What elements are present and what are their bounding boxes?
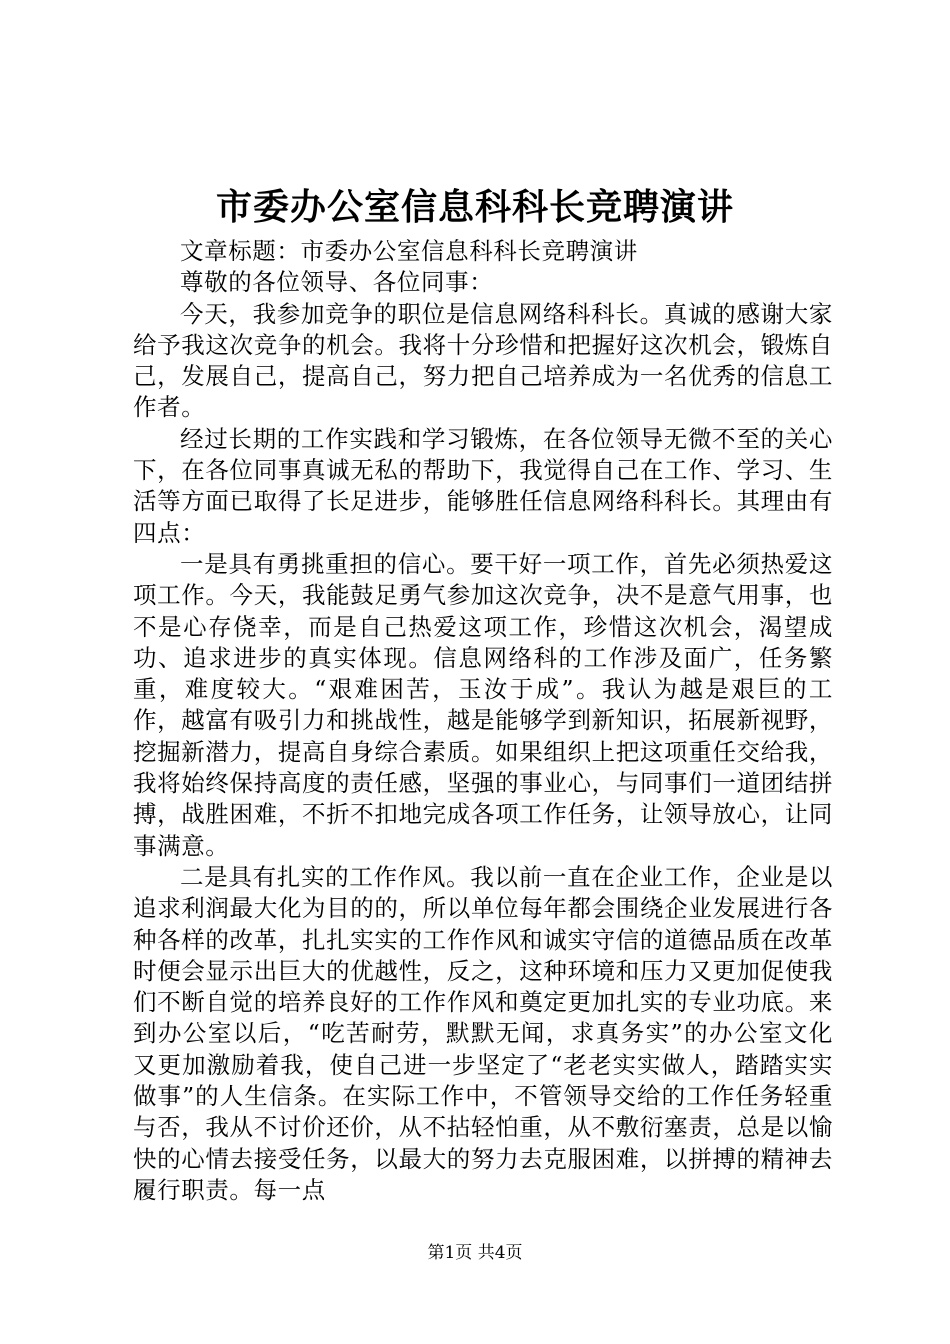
paragraph-point-two: 二是具有扎实的工作作风。我以前一直在企业工作，企业是以追求利润最大化为目的的，所以单位每年都会围绕企业发展进行各种各样的改革，扎扎实实的工作作风和诚实守信的道德品质在改革时便会显示出巨大的优越性，反之，这种环境和压力又更加促使我们不断自觉的培养良好的工作作风和奠定更加扎实的专业功底。来到办公室以后，“吃苦耐劳，默默无闻，求真务实”的办公室文化又更加激励着我，使自己进一步坚定了“老老实实做人，踏踏实实做事”的人生信条。在实际工作中，不管领导交给的工作任务轻重与否，我从不讨价还价，从不拈轻怕重，从不敷衍塞责，总是以愉快的心情去接受任务，以最大的努力去克服困难，以拼搏的精神去履行职责。每一点: [133, 862, 833, 1204]
paragraph-salutation: 尊敬的各位领导、各位同事：: [180, 268, 494, 297]
paragraph-intro: 今天，我参加竞争的职位是信息网络科科长。真诚的感谢大家给予我这次竞争的机会。我将十分珍惜和把握好这次机会，锻炼自己，发展自己，提高自己，努力把自己培养成为一名优秀的信息工作者。: [133, 299, 833, 422]
paragraph-article-title: 文章标题：市委办公室信息科科长竞聘演讲: [180, 237, 638, 265]
document-title: 市委办公室信息科科长竞聘演讲: [215, 186, 734, 228]
document-body: [133, 236, 833, 1206]
paragraph-reasons: 经过长期的工作实践和学习锻炼，在各位领导无微不至的关心下，在各位同事真诚无私的帮助下，我觉得自己在工作、学习、生活等方面已取得了长足进步，能够胜任信息网络科科长。其理由有四点：: [133, 424, 833, 547]
page-number-footer: 第1页 共4页: [427, 1243, 523, 1263]
paragraph-point-one: 一是具有勇挑重担的信心。要干好一项工作，首先必须热爱这项工作。今天，我能鼓足勇气参加这次竞争，决不是意气用事，也不是心存侥幸，而是自己热爱这项工作，珍惜这次机会，渴望成功、追求进步的真实体现。信息网络科的工作涉及面广，任务繁重，难度较大。“艰难困苦，玉汝于成”。我认为越是艰巨的工作，越富有吸引力和挑战性，越是能够学到新知识，拓展新视野，挖掘新潜力，提高自身综合素质。如果组织上把这项重任交给我，我将始终保持高度的责任感，坚强的事业心，与同事们一道团结拼搏，战胜困难，不折不扣地完成各项工作任务，让领导放心，让同事满意。: [133, 549, 833, 860]
